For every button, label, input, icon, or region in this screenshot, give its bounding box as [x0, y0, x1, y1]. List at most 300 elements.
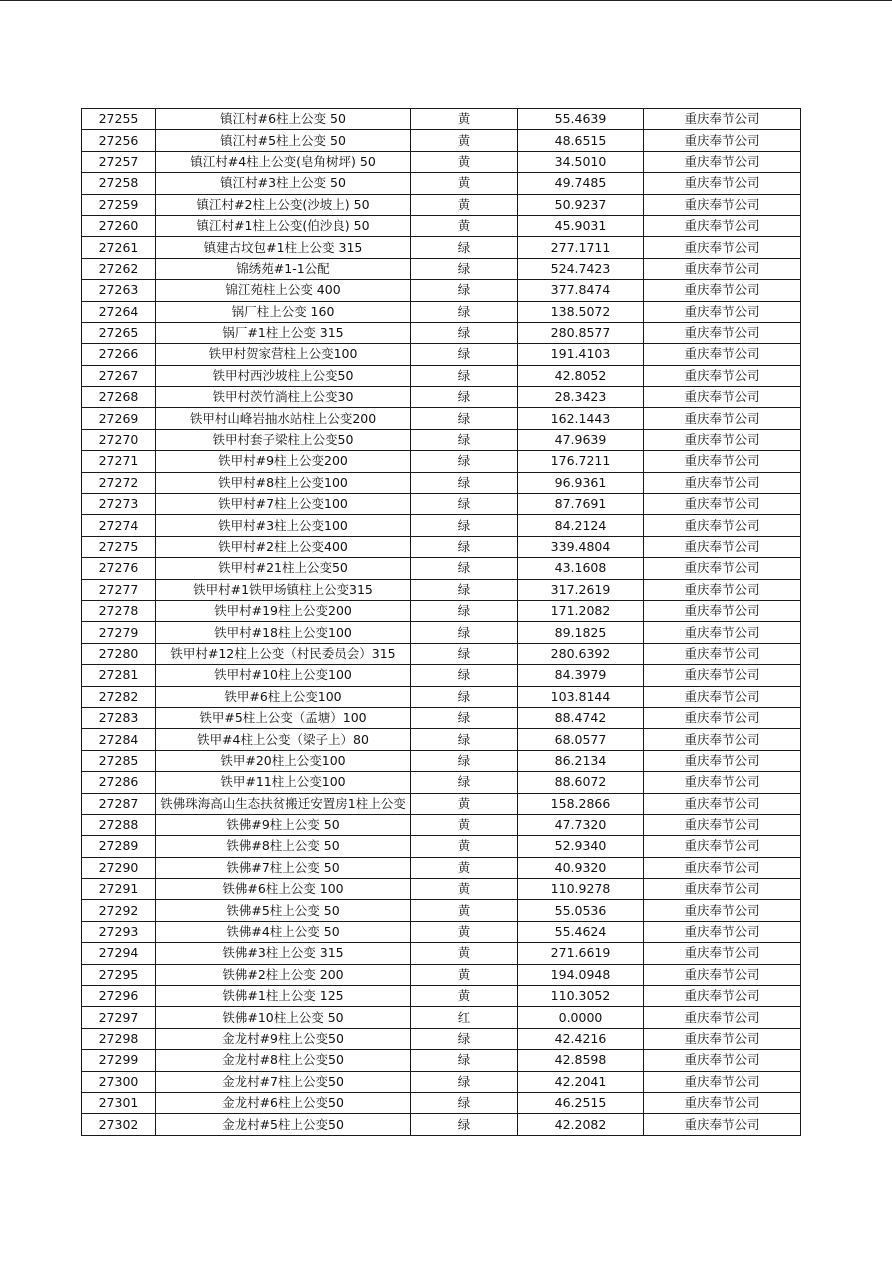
status-color-cell: 黄	[411, 879, 518, 900]
transformer-name-cell	[156, 109, 411, 130]
load-value-cell: 88.6072	[518, 772, 644, 793]
transformer-name-cell	[156, 494, 411, 515]
transformer-name-cell	[156, 387, 411, 408]
load-value-cell: 42.4216	[518, 1028, 644, 1049]
table-row	[82, 707, 801, 728]
status-color-cell: 绿	[411, 600, 518, 621]
company-cell: 重庆奉节公司	[644, 258, 801, 279]
status-color-cell: 绿	[411, 258, 518, 279]
status-color-cell: 绿	[411, 322, 518, 343]
company-cell: 重庆奉节公司	[644, 793, 801, 814]
load-value-cell: 42.2041	[518, 1071, 644, 1092]
transformer-name-cell	[156, 237, 411, 258]
row-id-cell: 27270	[82, 429, 156, 450]
company-cell: 重庆奉节公司	[644, 1092, 801, 1113]
company-cell: 重庆奉节公司	[644, 836, 801, 857]
status-color-cell: 绿	[411, 429, 518, 450]
page-top-border	[0, 0, 892, 1]
transformer-name-cell	[156, 986, 411, 1007]
transformer-name-cell	[156, 558, 411, 579]
table-row	[82, 750, 801, 771]
table-row	[82, 258, 801, 279]
transformer-name-cell	[156, 729, 411, 750]
transformer-name-cell	[156, 793, 411, 814]
row-id-cell: 27296	[82, 986, 156, 1007]
table-row	[82, 1028, 801, 1049]
company-cell: 重庆奉节公司	[644, 173, 801, 194]
load-value-cell: 176.7211	[518, 451, 644, 472]
row-id-cell: 27277	[82, 579, 156, 600]
status-color-cell: 绿	[411, 451, 518, 472]
transformer-name-text: 锦江苑柱上公变 400	[225, 282, 341, 298]
table-row	[82, 793, 801, 814]
transformer-name-text: 金龙村#8柱上公变50	[222, 1052, 344, 1068]
load-value-cell: 52.9340	[518, 836, 644, 857]
load-value-cell: 42.2082	[518, 1114, 644, 1135]
company-cell: 重庆奉节公司	[644, 707, 801, 728]
transformer-name-text: 铁甲村西沙坡柱上公变50	[212, 367, 354, 383]
transformer-name-cell	[156, 1092, 411, 1113]
transformer-name-text: 金龙村#5柱上公变50	[222, 1116, 344, 1132]
load-value-cell: 277.1711	[518, 237, 644, 258]
row-id-cell: 27288	[82, 814, 156, 835]
table-row	[82, 109, 801, 130]
transformer-name-cell	[156, 1050, 411, 1071]
transformer-name-cell	[156, 322, 411, 343]
status-color-cell: 绿	[411, 365, 518, 386]
transformer-name-cell	[156, 900, 411, 921]
table-row	[82, 1092, 801, 1113]
table-row	[82, 943, 801, 964]
table-row	[82, 772, 801, 793]
company-cell: 重庆奉节公司	[644, 215, 801, 236]
status-color-cell: 绿	[411, 387, 518, 408]
load-value-cell: 55.4639	[518, 109, 644, 130]
load-value-cell: 84.3979	[518, 665, 644, 686]
row-id-cell: 27265	[82, 322, 156, 343]
status-color-cell: 黄	[411, 173, 518, 194]
transformer-name-text: 铁佛#1柱上公变 125	[222, 988, 344, 1004]
row-id-cell: 27259	[82, 194, 156, 215]
transformer-name-cell	[156, 1028, 411, 1049]
transformer-name-cell	[156, 707, 411, 728]
transformer-name-cell	[156, 943, 411, 964]
load-value-cell: 171.2082	[518, 600, 644, 621]
transformer-name-cell	[156, 173, 411, 194]
company-cell: 重庆奉节公司	[644, 1028, 801, 1049]
row-id-cell: 27291	[82, 879, 156, 900]
status-color-cell: 黄	[411, 130, 518, 151]
load-value-cell: 103.8144	[518, 686, 644, 707]
transformer-name-text: 铁佛#9柱上公变 50	[226, 817, 340, 833]
status-color-cell: 绿	[411, 1114, 518, 1135]
load-value-cell: 271.6619	[518, 943, 644, 964]
status-color-cell: 绿	[411, 237, 518, 258]
status-color-cell: 绿	[411, 515, 518, 536]
table-row	[82, 686, 801, 707]
row-id-cell: 27255	[82, 109, 156, 130]
status-color-cell: 绿	[411, 579, 518, 600]
load-value-cell: 84.2124	[518, 515, 644, 536]
row-id-cell: 27269	[82, 408, 156, 429]
table-row	[82, 665, 801, 686]
load-value-cell: 49.7485	[518, 173, 644, 194]
status-color-cell: 红	[411, 1007, 518, 1028]
company-cell: 重庆奉节公司	[644, 1114, 801, 1135]
company-cell: 重庆奉节公司	[644, 986, 801, 1007]
load-value-cell: 162.1443	[518, 408, 644, 429]
row-id-cell: 27293	[82, 921, 156, 942]
status-color-cell: 黄	[411, 793, 518, 814]
transformer-name-text: 镇江村#5柱上公变 50	[220, 132, 346, 148]
status-color-cell: 绿	[411, 536, 518, 557]
transformer-name-cell	[156, 879, 411, 900]
transformer-name-cell	[156, 429, 411, 450]
status-color-cell: 黄	[411, 986, 518, 1007]
row-id-cell: 27274	[82, 515, 156, 536]
load-value-cell: 47.9639	[518, 429, 644, 450]
transformer-name-text: 镇江村#6柱上公变 50	[220, 111, 346, 127]
transformer-name-text: 镇江村#4柱上公变(皂角树坪) 50	[190, 153, 376, 169]
load-value-cell: 43.1608	[518, 558, 644, 579]
status-color-cell: 绿	[411, 772, 518, 793]
status-color-cell: 绿	[411, 280, 518, 301]
status-color-cell: 绿	[411, 686, 518, 707]
table-row	[82, 130, 801, 151]
table-row	[82, 986, 801, 1007]
table-body	[82, 109, 801, 1136]
table-row	[82, 643, 801, 664]
transformer-name-text: 铁佛#7柱上公变 50	[226, 859, 340, 875]
row-id-cell: 27297	[82, 1007, 156, 1028]
transformer-name-text: 锅厂柱上公变 160	[231, 303, 335, 319]
load-value-cell: 88.4742	[518, 707, 644, 728]
status-color-cell: 黄	[411, 109, 518, 130]
status-color-cell: 黄	[411, 215, 518, 236]
row-id-cell: 27287	[82, 793, 156, 814]
row-id-cell: 27260	[82, 215, 156, 236]
company-cell: 重庆奉节公司	[644, 536, 801, 557]
row-id-cell: 27256	[82, 130, 156, 151]
transformer-name-text: 锦绣苑#1-1公配	[236, 260, 330, 276]
transformer-name-text: 铁佛#10柱上公变 50	[222, 1009, 344, 1025]
transformer-name-cell	[156, 451, 411, 472]
table-row	[82, 151, 801, 172]
transformer-name-text: 铁佛#8柱上公变 50	[226, 838, 340, 854]
table-row	[82, 1050, 801, 1071]
transformer-name-text: 铁甲村#21柱上公变50	[218, 560, 348, 576]
company-cell: 重庆奉节公司	[644, 814, 801, 835]
table-row	[82, 387, 801, 408]
row-id-cell: 27278	[82, 600, 156, 621]
transformer-name-text: 铁甲村#2柱上公变400	[218, 539, 348, 554]
table-row	[82, 579, 801, 600]
table-row	[82, 1071, 801, 1092]
load-value-cell: 138.5072	[518, 301, 644, 322]
load-value-cell: 89.1825	[518, 622, 644, 643]
table-row	[82, 344, 801, 365]
company-cell: 重庆奉节公司	[644, 494, 801, 515]
transformer-name-cell	[156, 536, 411, 557]
table-row	[82, 536, 801, 557]
transformer-name-cell	[156, 665, 411, 686]
load-value-cell: 55.4624	[518, 921, 644, 942]
table-row	[82, 600, 801, 621]
row-id-cell: 27283	[82, 707, 156, 728]
row-id-cell: 27292	[82, 900, 156, 921]
transformer-name-cell	[156, 365, 411, 386]
transformer-name-cell	[156, 600, 411, 621]
transformer-name-cell	[156, 194, 411, 215]
load-value-cell: 317.2619	[518, 579, 644, 600]
transformer-name-text: 铁甲村#12柱上公变（村民委员会）315	[170, 645, 396, 661]
row-id-cell: 27257	[82, 151, 156, 172]
transformer-name-cell	[156, 301, 411, 322]
table-row	[82, 921, 801, 942]
row-id-cell: 27302	[82, 1114, 156, 1135]
status-color-cell: 绿	[411, 707, 518, 728]
table-row	[82, 472, 801, 493]
table-row	[82, 836, 801, 857]
row-id-cell: 27290	[82, 857, 156, 878]
load-value-cell: 48.6515	[518, 130, 644, 151]
table-row	[82, 408, 801, 429]
status-color-cell: 绿	[411, 729, 518, 750]
load-value-cell: 110.9278	[518, 879, 644, 900]
status-color-cell: 黄	[411, 900, 518, 921]
company-cell: 重庆奉节公司	[644, 408, 801, 429]
transformer-name-cell	[156, 408, 411, 429]
status-color-cell: 黄	[411, 836, 518, 857]
company-cell: 重庆奉节公司	[644, 772, 801, 793]
company-cell: 重庆奉节公司	[644, 579, 801, 600]
status-color-cell: 绿	[411, 301, 518, 322]
company-cell: 重庆奉节公司	[644, 515, 801, 536]
row-id-cell: 27272	[82, 472, 156, 493]
transformer-name-cell	[156, 622, 411, 643]
load-value-cell: 68.0577	[518, 729, 644, 750]
table-row	[82, 900, 801, 921]
status-color-cell: 绿	[411, 750, 518, 771]
company-cell: 重庆奉节公司	[644, 643, 801, 664]
load-value-cell: 34.5010	[518, 151, 644, 172]
company-cell: 重庆奉节公司	[644, 301, 801, 322]
transformer-name-text: 铁甲村#8柱上公变100	[218, 474, 348, 490]
table-row	[82, 729, 801, 750]
load-value-cell: 524.7423	[518, 258, 644, 279]
transformer-name-cell	[156, 130, 411, 151]
row-id-cell: 27282	[82, 686, 156, 707]
transformer-name-text: 铁甲村#10柱上公变100	[214, 667, 352, 683]
load-value-cell: 46.2515	[518, 1092, 644, 1113]
transformer-name-cell	[156, 750, 411, 771]
status-color-cell: 黄	[411, 151, 518, 172]
row-id-cell: 27289	[82, 836, 156, 857]
load-value-cell: 42.8598	[518, 1050, 644, 1071]
transformer-name-cell	[156, 1007, 411, 1028]
load-value-cell: 28.3423	[518, 387, 644, 408]
row-id-cell: 27294	[82, 943, 156, 964]
row-id-cell: 27273	[82, 494, 156, 515]
load-value-cell: 55.0536	[518, 900, 644, 921]
transformer-name-text: 金龙村#6柱上公变50	[222, 1095, 344, 1111]
transformer-name-text: 铁甲村#3柱上公变100	[218, 517, 348, 533]
status-color-cell: 绿	[411, 1028, 518, 1049]
transformer-name-cell	[156, 857, 411, 878]
status-color-cell: 黄	[411, 194, 518, 215]
transformer-name-text: 锅厂#1柱上公变 315	[222, 325, 344, 341]
load-value-cell: 110.3052	[518, 986, 644, 1007]
row-id-cell: 27275	[82, 536, 156, 557]
company-cell: 重庆奉节公司	[644, 921, 801, 942]
transformer-name-cell	[156, 151, 411, 172]
row-id-cell: 27266	[82, 344, 156, 365]
company-cell: 重庆奉节公司	[644, 472, 801, 493]
transformer-name-cell	[156, 921, 411, 942]
row-id-cell: 27299	[82, 1050, 156, 1071]
load-value-cell: 339.4804	[518, 536, 644, 557]
table-row	[82, 429, 801, 450]
company-cell: 重庆奉节公司	[644, 151, 801, 172]
status-color-cell: 黄	[411, 857, 518, 878]
status-color-cell: 黄	[411, 964, 518, 985]
row-id-cell: 27298	[82, 1028, 156, 1049]
company-cell: 重庆奉节公司	[644, 429, 801, 450]
transformer-name-text: 铁甲村#1铁甲场镇柱上公变315	[193, 581, 373, 597]
row-id-cell: 27295	[82, 964, 156, 985]
table-row	[82, 194, 801, 215]
row-id-cell: 27280	[82, 643, 156, 664]
transformer-name-cell	[156, 814, 411, 835]
transformer-name-text: 镇建古坟包#1柱上公变 315	[203, 239, 363, 255]
company-cell: 重庆奉节公司	[644, 900, 801, 921]
status-color-cell: 绿	[411, 643, 518, 664]
transformer-name-cell	[156, 1071, 411, 1092]
row-id-cell: 27258	[82, 173, 156, 194]
load-value-cell: 47.7320	[518, 814, 644, 835]
company-cell: 重庆奉节公司	[644, 729, 801, 750]
transformer-name-text: 铁甲村#19柱上公变200	[214, 603, 352, 619]
transformer-name-cell	[156, 215, 411, 236]
load-value-cell: 280.6392	[518, 643, 644, 664]
load-value-cell: 280.8577	[518, 322, 644, 343]
load-value-cell: 50.9237	[518, 194, 644, 215]
row-id-cell: 27301	[82, 1092, 156, 1113]
company-cell: 重庆奉节公司	[644, 387, 801, 408]
load-value-cell: 40.9320	[518, 857, 644, 878]
load-value-cell: 86.2134	[518, 750, 644, 771]
row-id-cell: 27276	[82, 558, 156, 579]
row-id-cell: 27279	[82, 622, 156, 643]
row-id-cell: 27264	[82, 301, 156, 322]
transformer-name-text: 铁佛#2柱上公变 200	[222, 966, 344, 982]
table-row	[82, 365, 801, 386]
transformer-name-cell	[156, 772, 411, 793]
status-color-cell: 黄	[411, 943, 518, 964]
row-id-cell: 27300	[82, 1071, 156, 1092]
company-cell: 重庆奉节公司	[644, 1071, 801, 1092]
transformer-name-text: 铁甲村#9柱上公变200	[218, 453, 348, 469]
transformer-name-cell	[156, 579, 411, 600]
table-row	[82, 494, 801, 515]
transformer-name-text: 铁甲#5柱上公变（孟塘）100	[199, 710, 367, 726]
transformer-name-text: 铁甲#4柱上公变（梁子上）80	[197, 731, 369, 747]
load-value-cell: 377.8474	[518, 280, 644, 301]
table-row	[82, 515, 801, 536]
company-cell: 重庆奉节公司	[644, 451, 801, 472]
transformer-name-text: 铁甲#20柱上公变100	[220, 752, 346, 768]
table-row	[82, 215, 801, 236]
company-cell: 重庆奉节公司	[644, 322, 801, 343]
load-value-cell: 45.9031	[518, 215, 644, 236]
row-id-cell: 27268	[82, 387, 156, 408]
table-row	[82, 451, 801, 472]
row-id-cell: 27285	[82, 750, 156, 771]
transformer-name-text: 铁甲村#7柱上公变100	[218, 496, 348, 512]
status-color-cell: 黄	[411, 921, 518, 942]
transformer-name-text: 铁甲村山峰岩抽水站柱上公变200	[189, 410, 377, 426]
company-cell: 重庆奉节公司	[644, 1007, 801, 1028]
table-row	[82, 1114, 801, 1135]
company-cell: 重庆奉节公司	[644, 194, 801, 215]
company-cell: 重庆奉节公司	[644, 750, 801, 771]
company-cell: 重庆奉节公司	[644, 600, 801, 621]
load-value-cell: 194.0948	[518, 964, 644, 985]
row-id-cell: 27262	[82, 258, 156, 279]
row-id-cell: 27267	[82, 365, 156, 386]
table-row	[82, 814, 801, 835]
status-color-cell: 绿	[411, 344, 518, 365]
table-row	[82, 879, 801, 900]
status-color-cell: 绿	[411, 408, 518, 429]
company-cell: 重庆奉节公司	[644, 686, 801, 707]
table-row	[82, 964, 801, 985]
status-color-cell: 绿	[411, 558, 518, 579]
transformer-name-cell	[156, 1114, 411, 1135]
transformer-name-text: 铁甲村茨竹淌柱上公变30	[212, 389, 354, 405]
company-cell: 重庆奉节公司	[644, 365, 801, 386]
company-cell: 重庆奉节公司	[644, 237, 801, 258]
transformer-name-cell	[156, 515, 411, 536]
load-value-cell: 191.4103	[518, 344, 644, 365]
transformer-name-cell	[156, 280, 411, 301]
load-value-cell: 0.0000	[518, 1007, 644, 1028]
transformer-name-text: 金龙村#7柱上公变50	[222, 1073, 344, 1089]
company-cell: 重庆奉节公司	[644, 622, 801, 643]
table-row	[82, 1007, 801, 1028]
company-cell: 重庆奉节公司	[644, 344, 801, 365]
company-cell: 重庆奉节公司	[644, 857, 801, 878]
transformer-name-text: 金龙村#9柱上公变50	[222, 1030, 344, 1046]
table-row	[82, 857, 801, 878]
company-cell: 重庆奉节公司	[644, 1050, 801, 1071]
table-row	[82, 558, 801, 579]
transformer-name-text: 镇江村#3柱上公变 50	[220, 175, 346, 191]
row-id-cell: 27286	[82, 772, 156, 793]
load-value-cell: 158.2866	[518, 793, 644, 814]
transformer-name-text: 镇江村#2柱上公变(沙坡上) 50	[196, 196, 370, 212]
company-cell: 重庆奉节公司	[644, 109, 801, 130]
transformer-name-cell	[156, 643, 411, 664]
transformer-name-text: 铁佛#3柱上公变 315	[222, 945, 344, 961]
transformer-name-cell	[156, 836, 411, 857]
company-cell: 重庆奉节公司	[644, 558, 801, 579]
transformer-table	[81, 108, 801, 1136]
table-row	[82, 622, 801, 643]
status-color-cell: 绿	[411, 1071, 518, 1092]
status-color-cell: 绿	[411, 665, 518, 686]
transformer-name-text: 铁佛#4柱上公变 50	[226, 924, 340, 940]
